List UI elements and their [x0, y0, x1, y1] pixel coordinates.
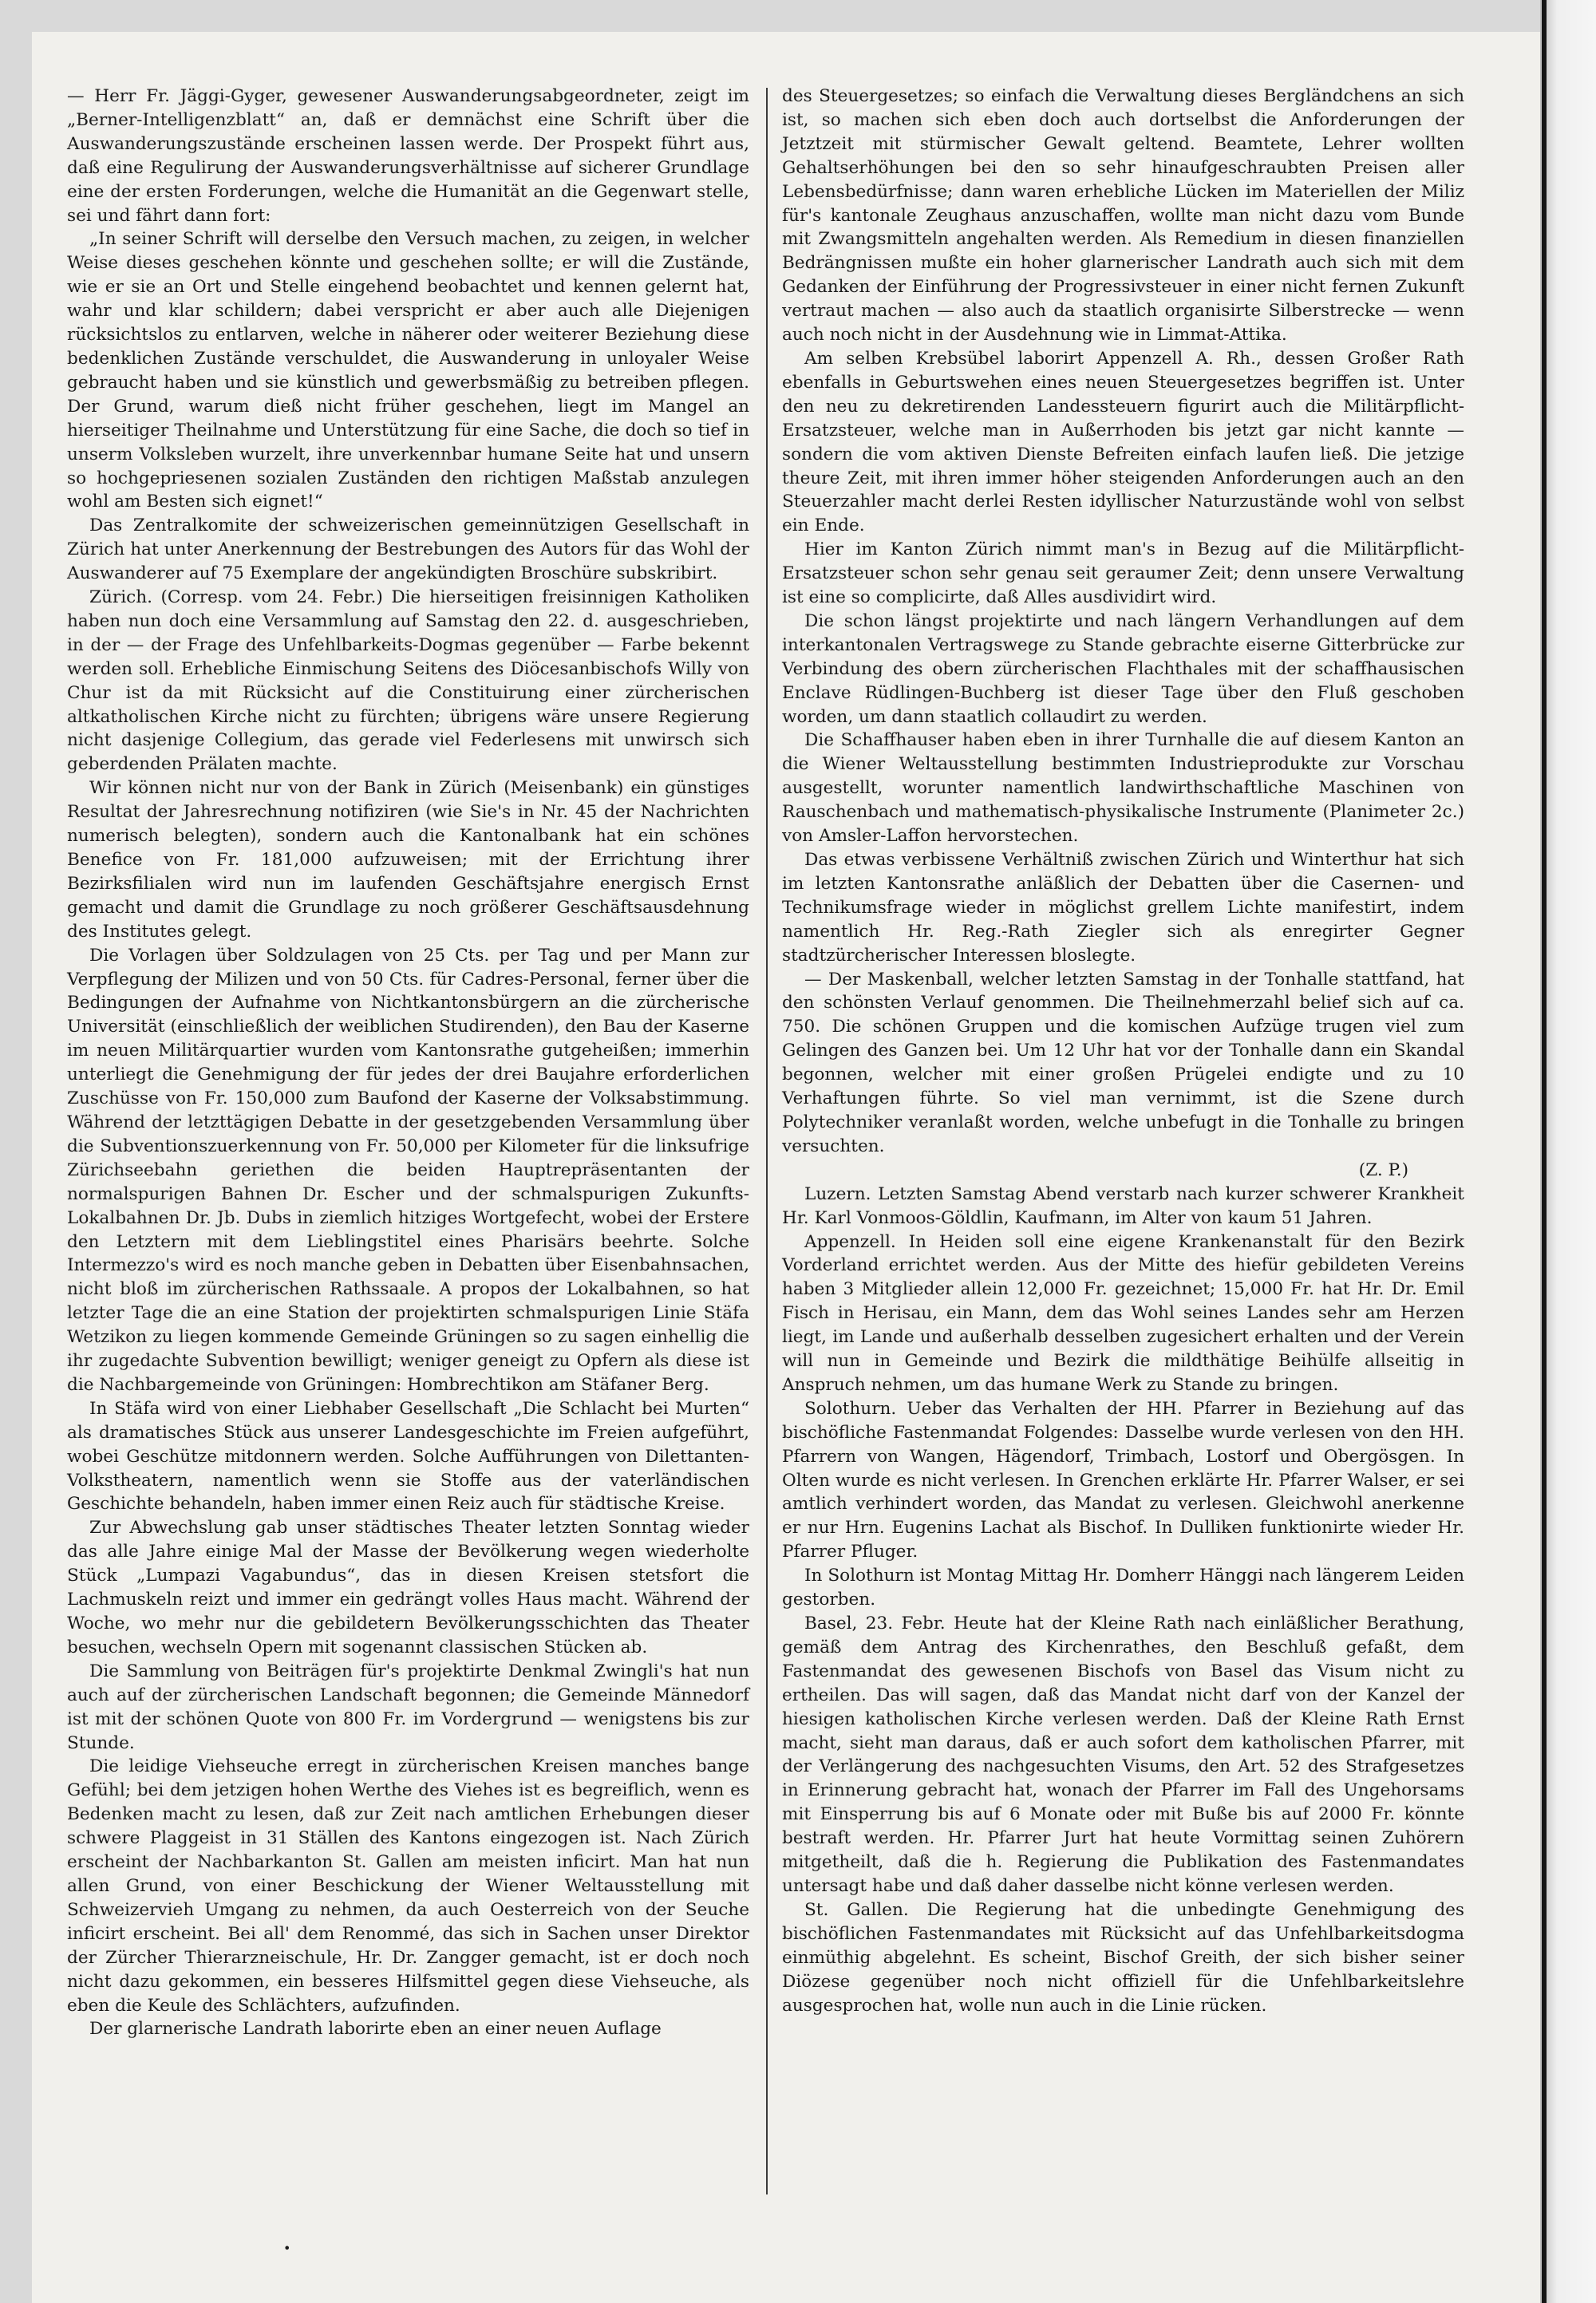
article-paragraph: Die leidige Viehseuche erregt in zürcherischen Kreisen manches bange Gefühl; bei dem jetzigen hohen Werthe des Viehes ist es begreiflich, wenn es Bedenken macht zu lesen, daß zur Zeit nach amtlichen Erhebungen dieser schwere Plaggeist in 31 Ställen des Kantons eingezogen ist. Nach Zürich erscheint der Nachbarkanton St. Gallen am meisten inficirt. Man hat nun allen Grund, von einer Beschickung der Wiener Weltausstellung mit Schweizervieh Umgang zu nehmen, da auch Oesterreich von der Seuche inficirt erscheint. Bei all' dem Renommé, das sich in Sachen unser Direktor der Zürcher Thierarzneischule, Hr. Dr. Zangger gemacht, ist er doch noch nicht dazu gekommen, ein besseres Hilfsmittel gegen diese Viehseuche, als eben die Keule des Schlächters, aufzufinden.	[67, 1756, 749, 2016]
article-paragraph: Die Schaffhauser haben eben in ihrer Turnhalle die auf diesem Kanton an die Wiener Weltausstellung bestimmten Industrieprodukte zur Vorschau ausgestellt, worunter namentlich landwirthschaftliche Maschinen von Rauschenbach und mathematisch-physikalische Instrumente (Planimeter 2c.) von Amsler-Laffon hervorstechen.	[782, 730, 1464, 847]
article-paragraph: Der glarnerische Landrath laborirte eben an einer neuen Auflage	[89, 2019, 662, 2040]
article-paragraph: Solothurn. Ueber das Verhalten der HH. Pfarrer in Beziehung auf das bischöfliche Fastenmandat Folgendes: Dasselbe wurde verlesen von den HH. Pfarrern von Wangen, Hägendorf, Trimbach, Lostorf und Obergösgen. In Olten wurde es nicht verlesen. In Grenchen erklärte Hr. Pfarrer Walser, er sei amtlich verhindert worden, das Mandat zu verlesen. Gleichwohl anerkenne er nur Hrn. Eugenins Lachat als Bischof. In Dulliken funktionirte wieder Hr. Pfarrer Pfluger.	[782, 1398, 1464, 1562]
article-paragraph: des Steuergesetzes; so einfach die Verwaltung dieses Bergländchens an sich ist, so machen sich eben doch auch dortselbst die Anforderungen der Jetztzeit mit stürmischer Gewalt geltend. Beamtete, Lehrer wollten Gehaltserhöhungen bei den so sehr hinaufgeschraubten Preisen aller Lebensbedürfnisse; dann waren erhebliche Lücken im Materiellen der Miliz für's kantonale Zeughaus anzuschaffen, wollte man nicht dazu vom Bunde mit Zwangsmitteln angehalten werden. Als Remedium in diesen finanziellen Bedrängnissen mußte ein hoher glarnerischer Landrath auch sich mit dem Gedanken der Einführung der Progressivsteuer in einer nicht fernen Zukunft vertraut machen — also auch da staatlich organisirte Silberstrecke — wenn auch noch nicht in der Ausdehnung wie in Limmat-Attika.	[782, 86, 1464, 346]
article-paragraph: Das etwas verbissene Verhältniß zwischen Zürich und Winterthur hat sich im letzten Kantonsrathe anläßlich der Debatten über die Casernen- und Technikumsfrage wieder in möglichst grellem Lichte manifestirt, indem namentlich Hr. Reg.-Rath Ziegler sich als enregirter Gegner stadtzürcherischer Interessen bloslegte.	[782, 850, 1464, 966]
page-border-line	[1542, 0, 1547, 2303]
article-paragraph: „In seiner Schrift will derselbe den Versuch machen, zu zeigen, in welcher Weise dieses geschehen könnte und geschehen sollte; er will die Zustände, wie er sie an Ort und Stelle eingehend beobachtet und kennen gelernt hat, wahr und klar schildern; dabei verspricht er aber auch alle Diejenigen rücksichtslos zu entlarven, welche in näherer oder weiterer Beziehung diese bedenklichen Zustände verschuldet, die Auswanderung in unloyaler Weise gebraucht haben und sie künstlich und gewerbsmäßig zu betreiben pflegen. Der Grund, warum dieß nicht früher geschehen, liegt im Mangel an hierseitiger Theilnahme und Unterstützung für eine Sache, die doch so tief in unserm Volksleben wurzelt, ihre unverkennbar humane Seite hat und unsern so hochgepriesenen sozialen Zuständen den richtigen Maßstab anzulegen wohl am Besten sich eignet!“	[67, 229, 749, 512]
article-paragraph: St. Gallen. Die Regierung hat die unbedingte Genehmigung des bischöflichen Fastenmandates mit Rücksicht auf das Unfehlbarkeitsdogma einmüthig abgelehnt. Es scheint, Bischof Greith, der sich bisher seiner Diözese gegenüber noch nicht offiziell für die Unfehlbarkeitslehre ausgesprochen hat, wolle nun auch in die Linie rücken.	[782, 1899, 1464, 2016]
article-paragraph: Hier im Kanton Zürich nimmt man's in Bezug auf die Militärpflicht-Ersatzsteuer schon sehr genau seit geraumer Zeit; denn unsere Verwaltung ist eine so complicirte, daß Alles ausdividirt wird.	[782, 539, 1464, 608]
article-signature: (Z. P.)	[1358, 1159, 1408, 1180]
article-paragraph: Am selben Krebsübel laborirt Appenzell A. Rh., dessen Großer Rath ebenfalls in Geburtswehen eines neuen Steuergesetzes begriffen ist. Unter den neu zu dekretirenden Landessteuern figurirt auch die Militärpflicht-Ersatzsteuer, welche man in Außerrhoden bis jetzt gar nicht kannte — sondern die vom aktiven Dienste Befreiten einfach laufen ließ. Die jetzige theure Zeit, mit ihren immer höher steigenden Anforderungen auch an den Steuerzahler macht derlei Resten idyllischer Naturzustände wohl von selbst ein Ende.	[782, 348, 1464, 536]
article-paragraph: Zürich. (Corresp. vom 24. Febr.) Die hierseitigen freisinnigen Katholiken haben nun doch eine Versammlung auf Samstag den 22. d. ausgeschrieben, in der — der Frage des Unfehlbarkeits-Dogmas gegenüber — Farbe bekennt werden soll. Erhebliche Einmischung Seitens des Diöcesanbischofs Willy von Chur ist da mit Rücksicht auf die Constituirung einer zürcherischen altkatholischen Kirche nicht zu fürchten; übrigens wäre unsere Regierung nicht dasjenige Collegium, das gerade viel Federlesens mit unwirsch sich geberdenden Prälaten machte.	[67, 587, 749, 775]
article-paragraph: Die Sammlung von Beiträgen für's projektirte Denkmal Zwingli's hat nun auch auf der zürcherischen Landschaft begonnen; die Gemeinde Männedorf ist mit der schönen Quote von 800 Fr. im Vordergrund — wenigstens bis zur Stunde.	[67, 1661, 749, 1753]
article-paragraph: Zur Abwechslung gab unser städtisches Theater letzten Sonntag wieder das alle Jahre einige Mal der Masse der Bevölkerung wegen wiederholte Stück „Lumpazi Vagabundus“, das in diesen Kreisen stetsfort die Lachmuskeln reizt und immer ein gedrängt volles Haus macht. Während der Woche, wo mehr nur die gebildetern Bevölkerungsschichten das Theater besuchen, wechseln Opern mit sogenannt classischen Stücken ab.	[67, 1518, 749, 1657]
ornament-dot: •	[283, 2241, 291, 2256]
right-column	[782, 85, 1464, 2017]
page-edge	[1540, 0, 1596, 2303]
article-paragraph: — Herr Fr. Jäggi-Gyger, gewesener Auswanderungsabgeordneter, zeigt im „Berner-Intelligenzblatt“ an, daß er demnächst eine Schrift über die Auswanderungszustände erscheinen lassen werde. Der Prospekt führt aus, daß eine Regulirung der Auswanderungsverhältnisse auf sicherer Grundlage eine der ersten Forderungen, welche die Humanität an die Gegenwart stelle, sei und fährt dann fort:	[67, 86, 749, 226]
article-paragraph: In Stäfa wird von einer Liebhaber Gesellschaft „Die Schlacht bei Murten“ als dramatisches Stück aus unserer Landesgeschichte im Freien aufgeführt, wobei Geschütze mitdonnern werden. Solche Aufführungen von Dilettanten-Volkstheatern, namentlich wenn sie Stoffe aus der vaterländischen Geschichte behandeln, haben immer einen Reiz auch für städtische Kreise.	[67, 1398, 749, 1515]
article-paragraph: Basel, 23. Febr. Heute hat der Kleine Rath nach einläßlicher Berathung, gemäß dem Antrag des Kirchenrathes, den Beschluß gefaßt, dem Fastenmandat des gewesenen Bischofs von Basel das Visum nicht zu ertheilen. Das will sagen, daß das Mandat nicht darf von der Kanzel der hiesigen katholischen Kirche verlesen werden. Daß der Kleine Rath Ernst macht, sieht man daraus, daß er auch sofort dem katholischen Pfarrer, mit der Verlängerung des nachgesuchten Visums, den Art. 52 des Strafgesetzes in Erinnerung gebracht hat, wonach der Pfarrer im Fall des Ungehorsams mit Einsperrung bis auf 6 Monate oder mit Buße bis auf 2000 Fr. könnte bestraft werden. Hr. Pfarrer Jurt hat heute Vormittag seinen Zuhörern mitgetheilt, daß die h. Regierung die Publikation des Fastenmandates untersagt habe und daß daher dasselbe nicht könne verlesen werden.	[782, 1614, 1464, 1896]
article-paragraph: Wir können nicht nur von der Bank in Zürich (Meisenbank) ein günstiges Resultat der Jahresrechnung notifiziren (wie Sie's in Nr. 45 der Nachrichten numerisch belegten), sondern auch die Kantonalbank hat ein schönes Benefice von Fr. 181,000 aufzuweisen; mit der Errichtung ihrer Bezirksfilialen wird nun im laufenden Geschäftsjahre energisch Ernst gemacht und damit die Grundlage zu noch größerer Geschäftsausdehnung des Institutes gelegt.	[67, 778, 749, 942]
article-paragraph: Das Zentralkomite der schweizerischen gemeinnützigen Gesellschaft in Zürich hat unter Anerkennung der Bestrebungen des Autors für das Wohl der Auswanderer auf 75 Exemplare der angekündigten Broschüre subskribirt.	[67, 516, 749, 584]
article-paragraph: Die schon längst projektirte und nach längern Verhandlungen auf dem interkantonalen Vertragswege zu Stande gebrachte eiserne Gitterbrücke zur Verbindung des obern zürcherischen Flachthales mit der schaffhausischen Enclave Rüdlingen-Buchberg ist dieser Tage über den Fluß geschoben worden, um dann staatlich collaudirt zu werden.	[782, 610, 1464, 727]
article-paragraph: In Solothurn ist Montag Mittag Hr. Domherr Hänggi nach längerem Leiden gestorben.	[782, 1566, 1464, 1610]
article-paragraph: Luzern. Letzten Samstag Abend verstarb nach kurzer schwerer Krankheit Hr. Karl Vonmoos-Göldlin, Kaufmann, im Alter von kaum 51 Jahren.	[782, 1183, 1464, 1228]
article-paragraph: Appenzell. In Heiden soll eine eigene Krankenanstalt für den Bezirk Vorderland errichtet werden. Aus der Mitte des hiefür gebildeten Vereins haben 3 Mitglieder allein 12,000 Fr. gezeichnet; 15,000 Fr. hat Hr. Dr. Emil Fisch in Herisau, ein Mann, dem das Wohl seines Landes sehr am Herzen liegt, im Lande und außerhalb desselben zugesichert erhalten und der Verein will nun in Gemeinde und Bezirk die mildthätige Beihülfe allseitig in Anspruch nehmen, um das humane Werk zu Stande zu bringen.	[782, 1231, 1464, 1395]
left-column	[67, 85, 749, 2041]
article-paragraph: — Der Maskenball, welcher letzten Samstag in der Tonhalle stattfand, hat den schönsten Verlauf genommen. Die Theilnehmerzahl belief sich auf ca. 750. Die schönen Gruppen und die komischen Aufzüge trugen viel zum Gelingen des Ganzen bei. Um 12 Uhr hat vor der Tonhalle dann ein Skandal begonnen, welcher mit einer großen Prügelei endigte und zu 10 Verhaftungen führte. So viel man vernimmt, ist die Szene durch Polytechniker veranlaßt worden, welche unbefugt in die Tonhalle zu bringen versuchten.	[782, 969, 1464, 1156]
newspaper-page	[32, 32, 1540, 2303]
column-divider	[766, 88, 768, 2194]
article-paragraph: Die Vorlagen über Soldzulagen von 25 Cts. per Tag und per Mann zur Verpflegung der Milizen und von 50 Cts. für Cadres-Personal, ferner über die Bedingungen der Aufnahme von Nichtkantonsbürgern an die zürcherische Universität (einschließlich der weiblichen Studirenden), den Bau der Kaserne im neuen Militärquartier wurden vom Kantonsrathe gutgeheißen; immerhin unterliegt die Genehmigung der für jedes der drei Baujahre erforderlichen Zuschüsse von Fr. 150,000 zum Baufond der Kaserne der Volksabstimmung. Während der letzttägigen Debatte in der gesetzgebenden Versammlung über die Subventionszuerkennung von Fr. 50,000 per Kilometer für die linksufrige Zürichseebahn geriethen die beiden Hauptrepräsentanten der normalspurigen Bahnen Dr. Escher und der schmalspurigen Zukunfts-Lokalbahnen Dr. Jb. Dubs in ziemlich hitziges Wortgefecht, wobei der Erstere den Letztern mit dem Lieblingstitel eines Pharisärs beehrte. Solche Intermezzo's wird es noch manche geben in Debatten über Eisenbahnsachen, nicht bloß im zürcherischen Rathssaale. A propos der Lokalbahnen, so hat letzter Tage die an eine Station der projektirten schmalspurigen Linie Stäfa Wetzikon zu liegen kommende Gemeinde Grüningen so zu sagen einhellig die ihr zugedachte Subvention bewilligt; weniger geneigt zu Opfern als diese ist die Nachbargemeinde von Grüningen: Hombrechtikon am Stäfaner Berg.	[67, 945, 749, 1395]
